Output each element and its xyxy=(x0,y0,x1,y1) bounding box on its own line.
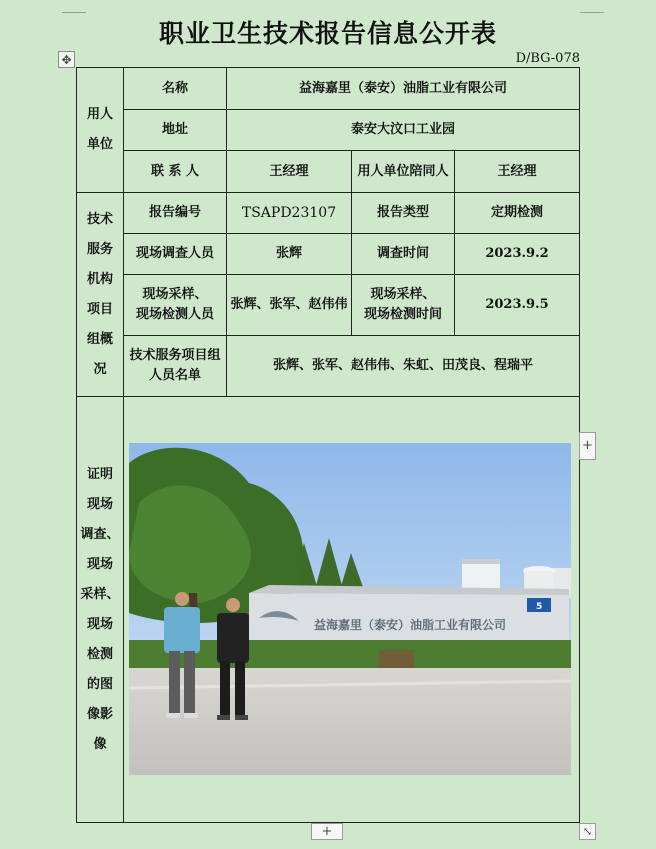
document-code: D/BG-078 xyxy=(515,51,580,66)
add-row-button[interactable]: + xyxy=(311,823,343,840)
report-type-value: 定期检测 xyxy=(455,193,580,234)
table-resize-handle[interactable] xyxy=(579,823,596,840)
site-photo xyxy=(129,443,571,775)
survey-staff-label: 现场调查人员 xyxy=(124,234,227,275)
photo-cell xyxy=(124,397,580,823)
address-label: 地址 xyxy=(124,110,227,151)
report-no-label: 报告编号 xyxy=(124,193,227,234)
sampling-staff-value: 张辉、张军、赵伟伟 xyxy=(227,275,352,336)
sampling-time-value: 2023.9.5 xyxy=(455,275,580,336)
image-section-label: 证明 现场 调查、 现场 采样、 现场 检测 的图 像影 像 xyxy=(77,397,124,823)
team-label: 技术服务项目组 人员名单 xyxy=(124,336,227,397)
info-table xyxy=(76,67,580,823)
contact-label: 联 系 人 xyxy=(124,151,227,193)
report-no-value: TSAPD23107 xyxy=(227,193,352,234)
report-type-label: 报告类型 xyxy=(352,193,455,234)
employer-section-label: 用人 单位 xyxy=(77,68,124,193)
survey-time-value: 2023.9.2 xyxy=(455,234,580,275)
team-value: 张辉、张军、赵伟伟、朱虹、田茂良、程瑞平 xyxy=(227,336,580,397)
page-corner-mark-right xyxy=(580,12,604,13)
photo-sign-text: 益海嘉里（泰安）油脂工业有限公司 xyxy=(314,618,507,632)
add-column-button[interactable]: + xyxy=(579,432,596,460)
survey-staff-value: 张辉 xyxy=(227,234,352,275)
name-label: 名称 xyxy=(124,68,227,110)
move-icon: ✥ xyxy=(61,53,72,67)
document-title: 职业卫生技术报告信息公开表 xyxy=(158,19,497,48)
service-section-label: 技术 服务 机构 项目 组概 况 xyxy=(77,193,124,397)
table-move-handle[interactable] xyxy=(58,51,75,68)
address-value: 泰安大汶口工业园 xyxy=(227,110,580,151)
survey-time-label: 调查时间 xyxy=(352,234,455,275)
sampling-staff-label: 现场采样、 现场检测人员 xyxy=(124,275,227,336)
escort-value: 王经理 xyxy=(455,151,580,193)
resize-icon: ⤡ xyxy=(582,825,593,838)
contact-value: 王经理 xyxy=(227,151,352,193)
name-value: 益海嘉里（泰安）油脂工业有限公司 xyxy=(227,68,580,110)
sampling-time-label: 现场采样、 现场检测时间 xyxy=(352,275,455,336)
escort-label: 用人单位陪同人 xyxy=(352,151,455,193)
photo-sign-number: 5 xyxy=(536,602,543,612)
page-corner-mark-left xyxy=(62,12,86,13)
